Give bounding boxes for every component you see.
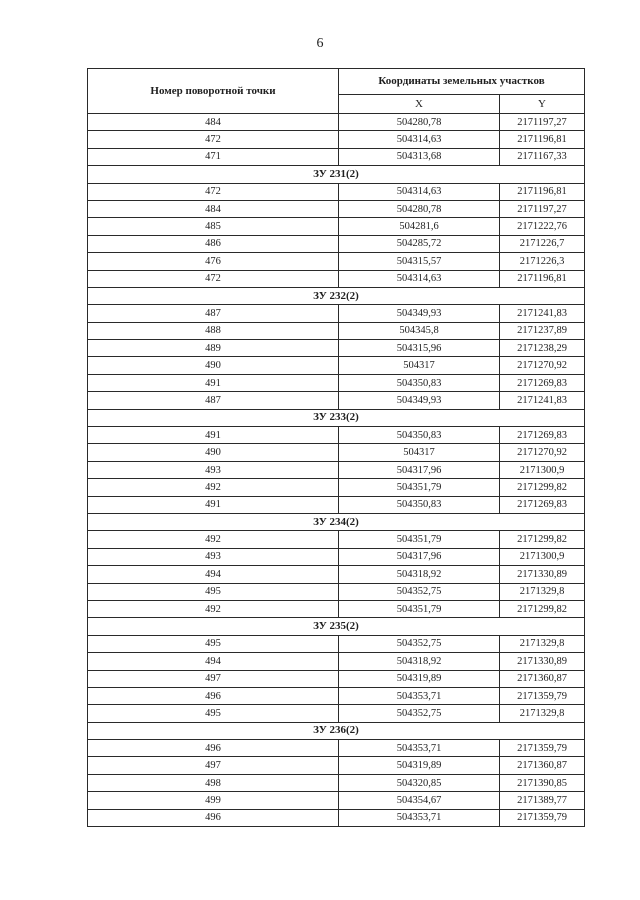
x-coordinate-cell: 504315,57 <box>339 253 500 270</box>
table-row <box>88 774 585 791</box>
table-row <box>88 566 585 583</box>
x-coordinate-cell: 504352,75 <box>339 705 500 722</box>
y-coordinate-cell: 2171196,81 <box>500 270 585 287</box>
table-row <box>88 131 585 148</box>
y-coordinate-cell: 2171300,9 <box>500 461 585 478</box>
y-coordinate-cell: 2171359,79 <box>500 740 585 757</box>
table-row <box>88 479 585 496</box>
section-title: ЗУ 233(2) <box>88 409 585 426</box>
x-coordinate-cell: 504351,79 <box>339 479 500 496</box>
x-coordinate-cell: 504354,67 <box>339 792 500 809</box>
x-coordinate-cell: 504349,93 <box>339 392 500 409</box>
x-coordinate-cell: 504317,96 <box>339 461 500 478</box>
table-row <box>88 548 585 565</box>
table-row <box>88 253 585 270</box>
coordinates-table <box>87 68 585 827</box>
y-coordinate-cell: 2171329,8 <box>500 583 585 600</box>
point-number-cell: 497 <box>88 757 339 774</box>
table-row <box>88 114 585 131</box>
y-coordinate-cell: 2171269,83 <box>500 374 585 391</box>
x-coordinate-cell: 504285,72 <box>339 235 500 252</box>
section-row <box>88 166 585 183</box>
y-coordinate-cell: 2171270,92 <box>500 444 585 461</box>
y-coordinate-cell: 2171360,87 <box>500 757 585 774</box>
table-row <box>88 392 585 409</box>
point-number-cell: 497 <box>88 670 339 687</box>
y-coordinate-cell: 2171359,79 <box>500 687 585 704</box>
point-number-cell: 486 <box>88 235 339 252</box>
section-title: ЗУ 236(2) <box>88 722 585 739</box>
point-number-cell: 485 <box>88 218 339 235</box>
point-number-cell: 498 <box>88 774 339 791</box>
y-coordinate-cell: 2171299,82 <box>500 531 585 548</box>
x-coordinate-cell: 504352,75 <box>339 583 500 600</box>
table-row <box>88 461 585 478</box>
x-coordinate-cell: 504351,79 <box>339 600 500 617</box>
point-number-cell: 493 <box>88 461 339 478</box>
y-coordinate-cell: 2171226,7 <box>500 235 585 252</box>
x-coordinate-cell: 504313,68 <box>339 148 500 165</box>
point-number-cell: 495 <box>88 705 339 722</box>
point-number-cell: 496 <box>88 687 339 704</box>
section-row <box>88 513 585 530</box>
section-row <box>88 409 585 426</box>
table-row <box>88 218 585 235</box>
point-number-cell: 492 <box>88 531 339 548</box>
x-coordinate-cell: 504351,79 <box>339 531 500 548</box>
x-coordinate-cell: 504320,85 <box>339 774 500 791</box>
table-row <box>88 305 585 322</box>
y-coordinate-cell: 2171330,89 <box>500 566 585 583</box>
section-title: ЗУ 232(2) <box>88 287 585 304</box>
header-coordinates: Координаты земельных участков <box>339 69 585 95</box>
point-number-cell: 490 <box>88 357 339 374</box>
table-row <box>88 374 585 391</box>
x-coordinate-cell: 504345,8 <box>339 322 500 339</box>
table-row <box>88 653 585 670</box>
y-coordinate-cell: 2171196,81 <box>500 183 585 200</box>
x-coordinate-cell: 504281,6 <box>339 218 500 235</box>
x-coordinate-cell: 504349,93 <box>339 305 500 322</box>
y-coordinate-cell: 2171299,82 <box>500 479 585 496</box>
table-row <box>88 270 585 287</box>
table-row <box>88 531 585 548</box>
table-row <box>88 705 585 722</box>
point-number-cell: 487 <box>88 392 339 409</box>
table-row <box>88 635 585 652</box>
y-coordinate-cell: 2171241,83 <box>500 305 585 322</box>
x-coordinate-cell: 504314,63 <box>339 183 500 200</box>
y-coordinate-cell: 2171299,82 <box>500 600 585 617</box>
point-number-cell: 493 <box>88 548 339 565</box>
x-coordinate-cell: 504314,63 <box>339 270 500 287</box>
y-coordinate-cell: 2171237,89 <box>500 322 585 339</box>
y-coordinate-cell: 2171197,27 <box>500 200 585 217</box>
y-coordinate-cell: 2171196,81 <box>500 131 585 148</box>
y-coordinate-cell: 2171222,76 <box>500 218 585 235</box>
table-row <box>88 792 585 809</box>
section-row <box>88 287 585 304</box>
section-title: ЗУ 231(2) <box>88 166 585 183</box>
point-number-cell: 492 <box>88 600 339 617</box>
x-coordinate-cell: 504353,71 <box>339 809 500 826</box>
table-row <box>88 322 585 339</box>
section-row <box>88 618 585 635</box>
point-number-cell: 471 <box>88 148 339 165</box>
x-coordinate-cell: 504353,71 <box>339 687 500 704</box>
point-number-cell: 487 <box>88 305 339 322</box>
table-row <box>88 757 585 774</box>
table-row <box>88 809 585 826</box>
point-number-cell: 496 <box>88 809 339 826</box>
y-coordinate-cell: 2171226,3 <box>500 253 585 270</box>
point-number-cell: 496 <box>88 740 339 757</box>
section-title: ЗУ 234(2) <box>88 513 585 530</box>
point-number-cell: 488 <box>88 322 339 339</box>
point-number-cell: 490 <box>88 444 339 461</box>
x-coordinate-cell: 504318,92 <box>339 566 500 583</box>
x-coordinate-cell: 504317 <box>339 357 500 374</box>
table-row <box>88 357 585 374</box>
y-coordinate-cell: 2171330,89 <box>500 653 585 670</box>
table-row <box>88 740 585 757</box>
x-coordinate-cell: 504353,71 <box>339 740 500 757</box>
point-number-cell: 491 <box>88 374 339 391</box>
y-coordinate-cell: 2171269,83 <box>500 427 585 444</box>
table-row <box>88 427 585 444</box>
x-coordinate-cell: 504350,83 <box>339 427 500 444</box>
point-number-cell: 484 <box>88 114 339 131</box>
section-row <box>88 722 585 739</box>
y-coordinate-cell: 2171300,9 <box>500 548 585 565</box>
point-number-cell: 494 <box>88 566 339 583</box>
page-number: 6 <box>316 36 324 51</box>
section-title: ЗУ 235(2) <box>88 618 585 635</box>
y-coordinate-cell: 2171360,87 <box>500 670 585 687</box>
point-number-cell: 494 <box>88 653 339 670</box>
point-number-cell: 491 <box>88 496 339 513</box>
x-coordinate-cell: 504315,96 <box>339 340 500 357</box>
x-coordinate-cell: 504352,75 <box>339 635 500 652</box>
point-number-cell: 484 <box>88 200 339 217</box>
y-coordinate-cell: 2171359,79 <box>500 809 585 826</box>
point-number-cell: 491 <box>88 427 339 444</box>
x-coordinate-cell: 504350,83 <box>339 374 500 391</box>
y-coordinate-cell: 2171197,27 <box>500 114 585 131</box>
point-number-cell: 472 <box>88 183 339 200</box>
table-row <box>88 670 585 687</box>
x-coordinate-cell: 504317 <box>339 444 500 461</box>
table-row <box>88 183 585 200</box>
point-number-cell: 489 <box>88 340 339 357</box>
y-coordinate-cell: 2171329,8 <box>500 635 585 652</box>
x-coordinate-cell: 504319,89 <box>339 670 500 687</box>
point-number-cell: 495 <box>88 635 339 652</box>
header-y: Y <box>500 95 585 114</box>
x-coordinate-cell: 504314,63 <box>339 131 500 148</box>
y-coordinate-cell: 2171241,83 <box>500 392 585 409</box>
table-row <box>88 444 585 461</box>
table-row <box>88 340 585 357</box>
point-number-cell: 495 <box>88 583 339 600</box>
table-row <box>88 496 585 513</box>
y-coordinate-cell: 2171329,8 <box>500 705 585 722</box>
header-x: X <box>339 95 500 114</box>
y-coordinate-cell: 2171389,77 <box>500 792 585 809</box>
x-coordinate-cell: 504350,83 <box>339 496 500 513</box>
y-coordinate-cell: 2171390,85 <box>500 774 585 791</box>
x-coordinate-cell: 504280,78 <box>339 114 500 131</box>
y-coordinate-cell: 2171270,92 <box>500 357 585 374</box>
point-number-cell: 499 <box>88 792 339 809</box>
x-coordinate-cell: 504317,96 <box>339 548 500 565</box>
table-row <box>88 148 585 165</box>
x-coordinate-cell: 504280,78 <box>339 200 500 217</box>
table-row <box>88 687 585 704</box>
point-number-cell: 492 <box>88 479 339 496</box>
y-coordinate-cell: 2171167,33 <box>500 148 585 165</box>
table-body <box>88 114 585 827</box>
point-number-cell: 476 <box>88 253 339 270</box>
point-number-cell: 472 <box>88 131 339 148</box>
table-row <box>88 200 585 217</box>
x-coordinate-cell: 504318,92 <box>339 653 500 670</box>
point-number-cell: 472 <box>88 270 339 287</box>
table-row <box>88 600 585 617</box>
y-coordinate-cell: 2171269,83 <box>500 496 585 513</box>
header-point-number: Номер поворотной точки <box>88 69 339 114</box>
y-coordinate-cell: 2171238,29 <box>500 340 585 357</box>
table-row <box>88 235 585 252</box>
x-coordinate-cell: 504319,89 <box>339 757 500 774</box>
table-row <box>88 583 585 600</box>
